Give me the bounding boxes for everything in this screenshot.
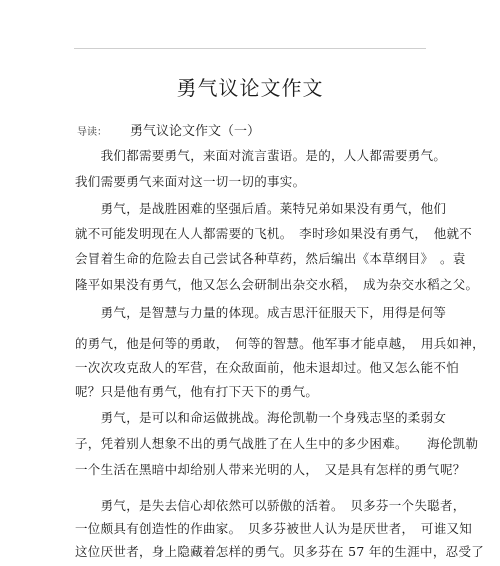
body-line: 会冒着生命的危险去自己尝试各种草药，然后编出《本草纲目》 。袁 [75, 251, 466, 266]
body-line: 一个生活在黑暗中却给别人带来光明的人， 又是具有怎样的勇气呢？ [75, 462, 466, 477]
body-line: 勇气，是智慧与力量的体现。成吉思汗征服天下，用得是何等 [75, 305, 447, 320]
body-line: 我们需要勇气来面对这一切一切的事实。 [75, 174, 306, 189]
body-line: 勇气，是可以和命运做挑战。海伦凯勒一个身残志坚的柔弱女 [75, 410, 447, 425]
page-title: 勇气议论文作文 [176, 76, 324, 100]
body-line: 这位厌世者，身上隐藏着怎样的勇气。贝多芬在 57 年的生涯中，忍受了 [75, 544, 485, 559]
header-divider [74, 48, 426, 49]
body-line: 就不可能发明现在人人都需要的飞机。 李时珍如果没有勇气， 他就不 [75, 226, 473, 241]
body-line: 隆平如果没有勇气，他又怎么会研制出杂交水稻， 成为杂交水稻之父。 [75, 277, 479, 292]
body-line: 子，凭着别人想象不出的勇气战胜了在人生中的多少困难。 海伦凯勒 [75, 436, 479, 451]
body-line: 的勇气，他是何等的勇敢， 何等的智慧。他军事才能卓越， 用兵如神， [75, 336, 485, 351]
body-line: 一次次攻克敌人的军营，在众敌面前，他未退却过。他又怎么能不怕 [75, 360, 460, 375]
article-subtitle: 勇气议论文作文（一） [130, 124, 261, 139]
body-line: 我们都需要勇气，来面对流言蜚语。是的，人人都需要勇气。 [75, 148, 447, 163]
guide-label: 导读： [77, 127, 107, 138]
body-line: 勇气，是战胜困难的坚强后盾。莱特兄弟如果没有勇气，他们 [75, 201, 447, 216]
body-line: 呢？只是他有勇气，他有打下天下的勇气。 [75, 384, 319, 399]
body-line: 一位颇具有创造性的作曲家。 贝多芬被世人认为是厌世者， 可谁又知 [75, 521, 473, 536]
body-line: 勇气，是失去信心却依然可以骄傲的活着。 贝多芬一个失聪者， [75, 498, 466, 513]
